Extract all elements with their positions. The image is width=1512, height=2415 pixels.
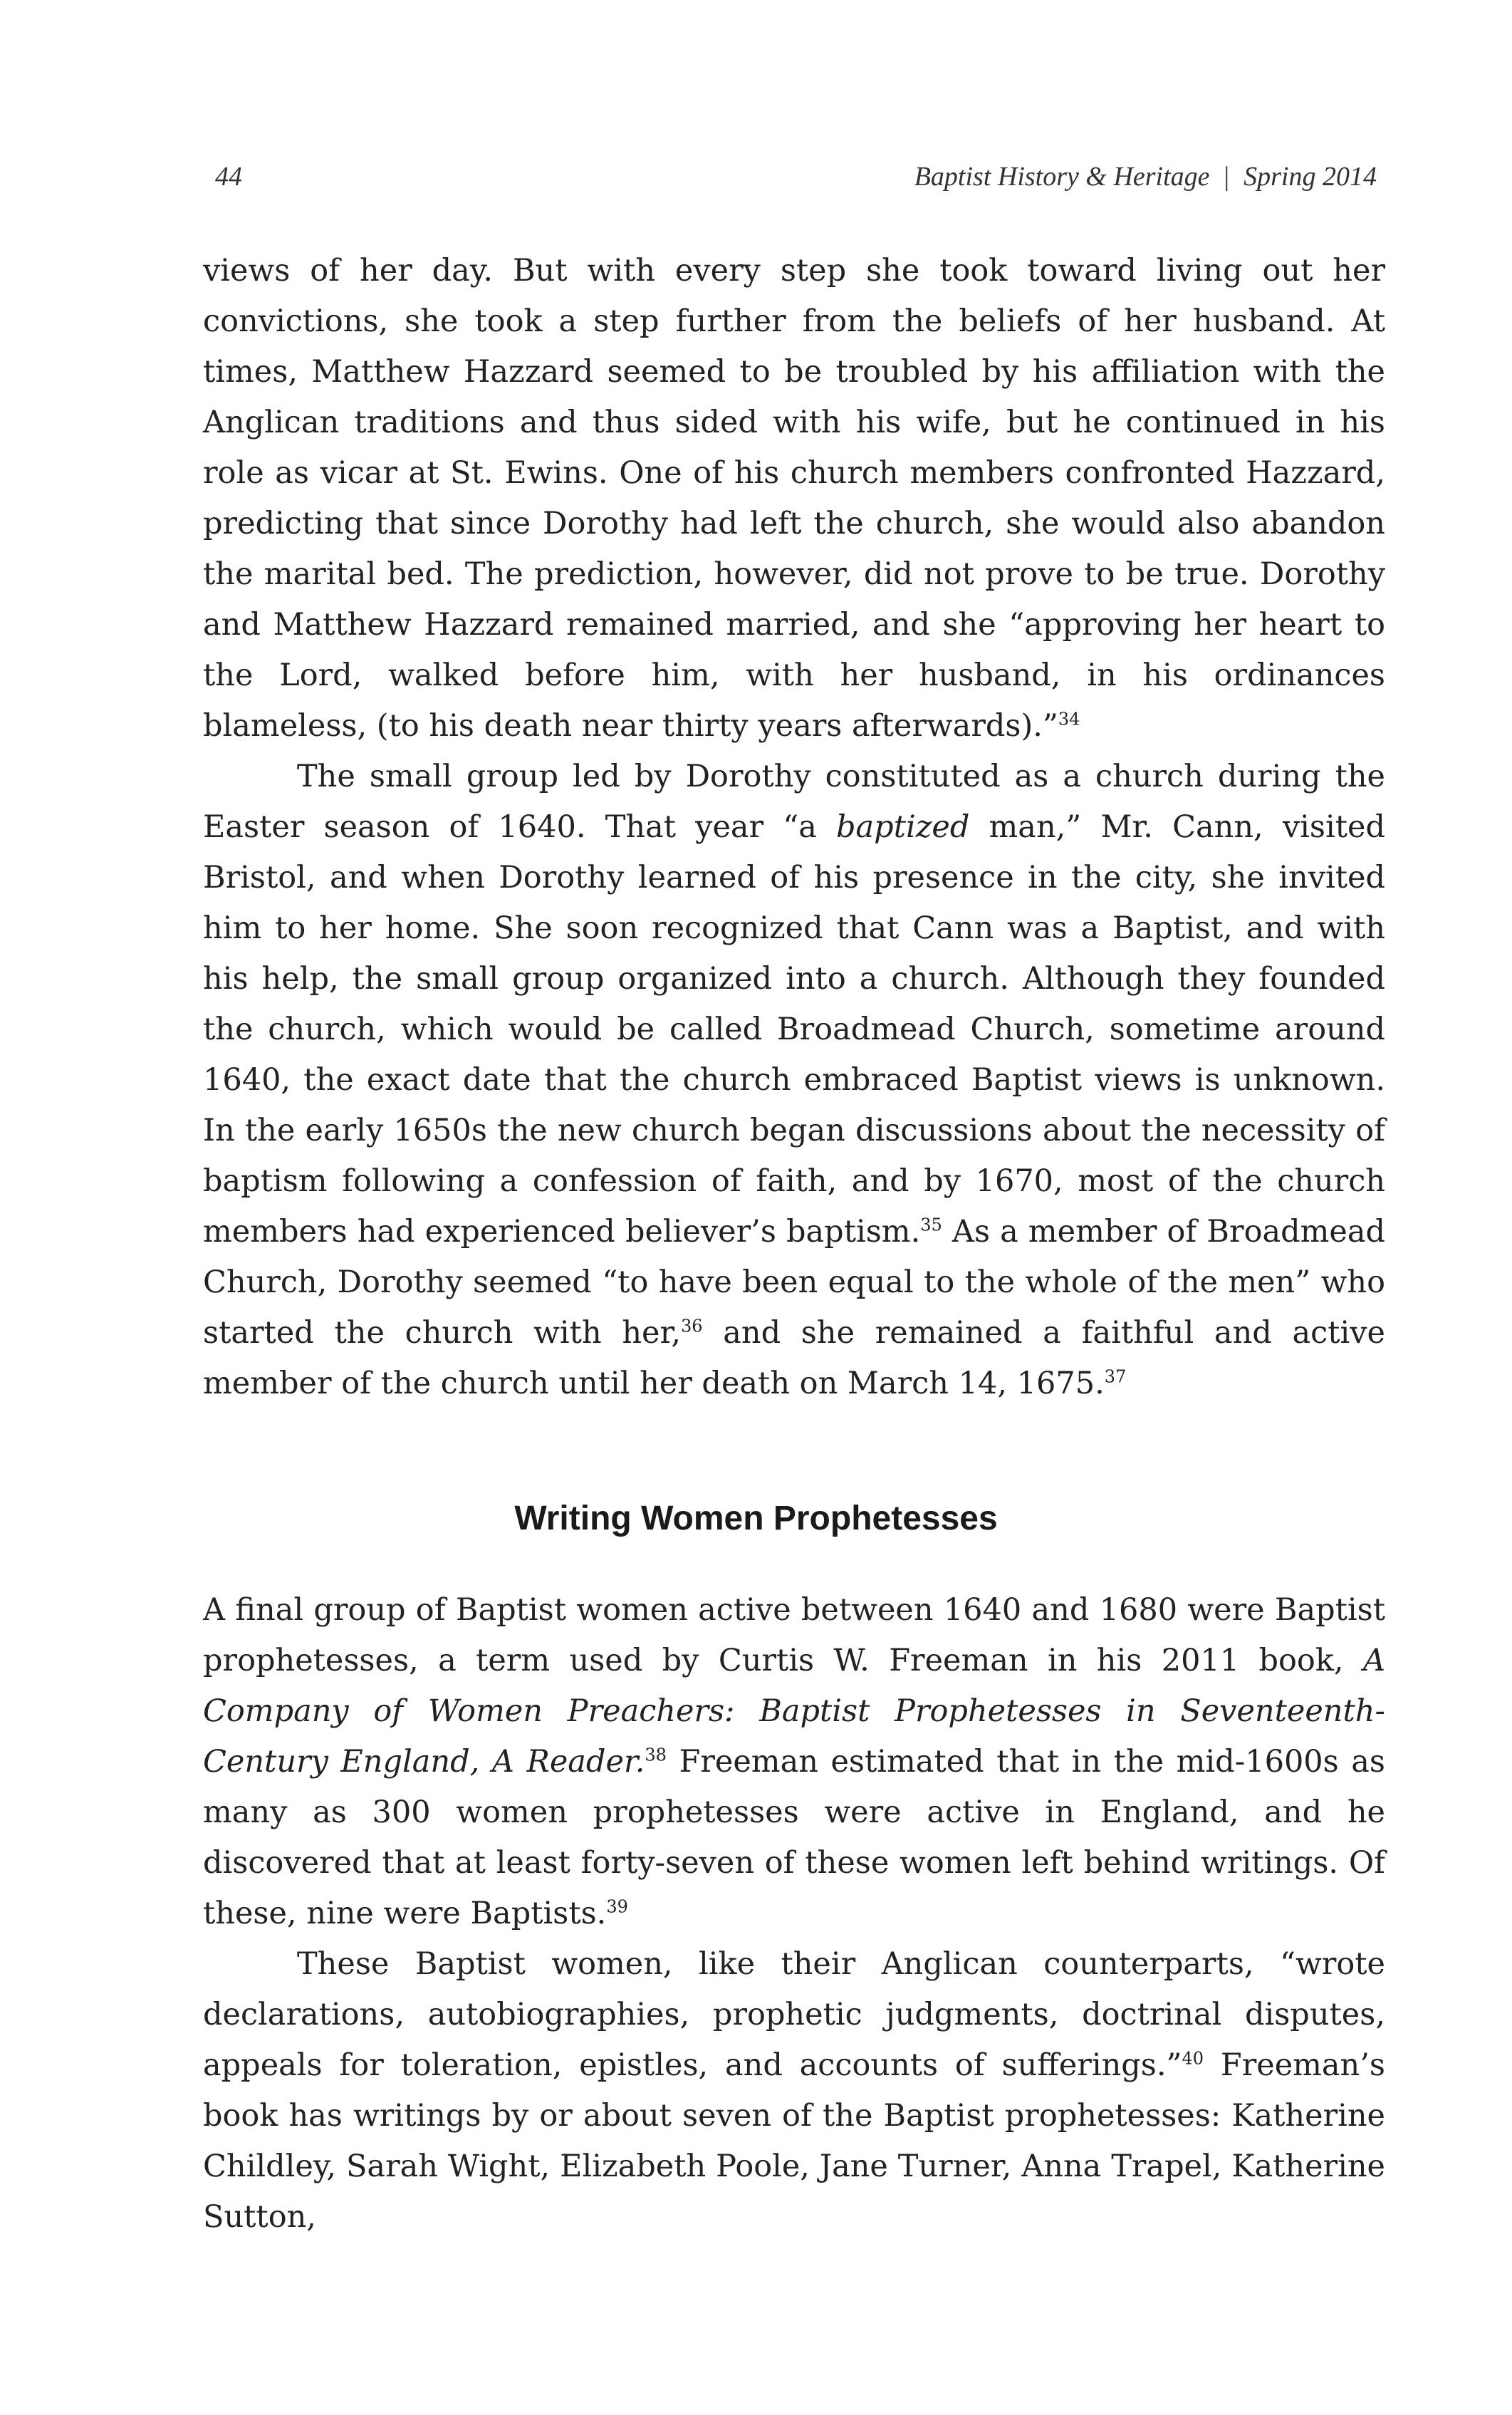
- journal-issue-header: [914, 161, 1377, 192]
- paragraph-2-text-a: The small group led by Dorothy constituted as a church during the Easter season of 1640. That year “a: [203, 759, 1385, 845]
- footnote-ref-39: 39: [606, 1896, 628, 1917]
- paragraph-4-text-a: These Baptist women, like their Anglican counterparts, “wrote declarations, autobiographies, prophetic judgments, doctrinal disputes, appeals for toleration, epistles, and accounts of sufferings.”: [203, 1946, 1385, 2083]
- paragraph-3-text-b: Freeman estimated that in the mid-1600s as many as 300 women prophetesses were active in England, and he discovered that at least forty-seven of these women left behind writings. Of these, nine were Baptists.: [203, 1744, 1385, 1931]
- paragraph-2-emphasis: baptized: [836, 809, 970, 845]
- paragraph-1: [203, 246, 1385, 752]
- header-separator: |: [1224, 162, 1230, 192]
- footnote-ref-40: 40: [1182, 2048, 1204, 2069]
- issue-date: Spring 2014: [1244, 162, 1377, 192]
- journal-title: Baptist History & Heritage: [914, 162, 1210, 192]
- paragraph-4-text-b: Freeman’s book has writings by or about seven of the Baptist prophetesses: Katherine Childley, Sarah Wight, Elizabeth Poole, Jane Turner, Anna Trapel, Katherine Sutton,: [203, 2047, 1385, 2235]
- paragraph-3-text-a: A final group of Baptist women active between 1640 and 1680 were Baptist prophetesses, a term used by Curtis W. Freeman in his 2011 book,: [203, 1592, 1385, 1678]
- paragraph-1-text: views of her day. But with every step she took toward living out her convictions, she took a step further from the beliefs of her husband. At times, Matthew Hazzard seemed to be troubled by his affiliation with the Anglican traditions and thus sided with his wife, but he continued in his role as vicar at St. Ewins. One of his church members confronted Hazzard, predicting that since Dorothy had left the church, she would also abandon the marital bed. The prediction, however, did not prove to be true. Dorothy and Matthew Hazzard remained married, and she “approving her heart to the Lord, walked before him, with her husband, in his ordinances blameless, (to his death near thirty years afterwards).”: [203, 253, 1385, 744]
- paragraph-2-text-b: man,” Mr. Cann, visited Bristol, and when Dorothy learned of his presence in the city, she invited him to her home. She soon recognized that Cann was a Baptist, and with his help, the small group organized into a church. Although they founded the church, which would be called Broadmead Church, sometime around 1640, the exact date that the church embraced Baptist views is unknown. In the early 1650s the new church began discussions about the necessity of baptism following a confession of faith, and by 1670, most of the church members had experienced believer’s baptism.: [203, 809, 1385, 1250]
- footnote-ref-38: 38: [645, 1745, 667, 1765]
- footnote-ref-37: 37: [1104, 1366, 1127, 1387]
- page-number: 44: [215, 162, 242, 192]
- body-text-top: [203, 246, 1385, 1409]
- paragraph-2: [203, 752, 1385, 1409]
- footnote-ref-34: 34: [1058, 709, 1080, 729]
- section-heading: Writing Women Prophetesses: [514, 1500, 998, 1537]
- paragraph-2-text-c: As a member of Broadmead Church, Dorothy seemed “to have been equal to the whole of the men” who started the church with her,: [203, 1214, 1386, 1351]
- body-text-bottom: [203, 1585, 1385, 2243]
- book-title: A Company of Women Preachers: Baptist Prophetesses in Seventeenth-Century England, A Reader.: [203, 1643, 1385, 1780]
- paragraph-3: [203, 1585, 1385, 1939]
- paragraph-2-text-d: and she remained a faithful and active member of the church until her death on March 14, 1675.: [203, 1315, 1385, 1401]
- running-head: [0, 161, 1512, 204]
- footnote-ref-35: 35: [920, 1215, 942, 1235]
- paragraph-4: [203, 1939, 1385, 2243]
- footnote-ref-36: 36: [681, 1316, 703, 1336]
